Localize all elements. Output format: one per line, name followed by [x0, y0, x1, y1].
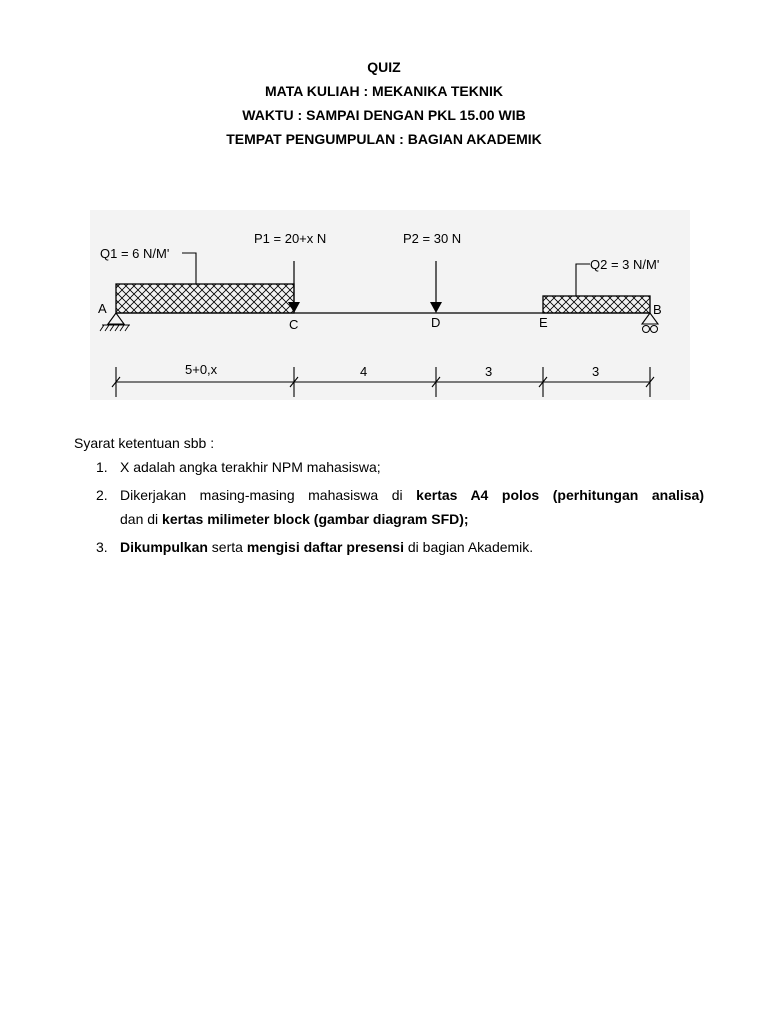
requirement-bold-text: kertas A4 polos (perhitungan analisa) — [416, 487, 704, 503]
requirement-number: 2. — [96, 487, 108, 503]
dimension-ac: 5+0,x — [185, 362, 218, 377]
requirements-section — [74, 433, 704, 565]
requirement-text: X adalah angka terakhir NPM mahasiswa; — [120, 459, 381, 475]
point-c-label: C — [289, 317, 299, 332]
dimension-cd: 4 — [360, 364, 368, 379]
requirement-bold-text: kertas milimeter block (gambar diagram SFD); — [162, 511, 469, 527]
point-a-label: A — [98, 301, 107, 316]
requirements-intro: Syarat ketentuan sbb : — [74, 435, 215, 451]
time-line: WAKTU : SAMPAI DENGAN PKL 15.00 WIB — [242, 107, 526, 123]
beam-diagram — [90, 210, 690, 400]
course-line: MATA KULIAH : MEKANIKA TEKNIK — [265, 83, 503, 99]
point-d-label: D — [431, 315, 441, 330]
p2-label: P2 = 30 N — [403, 231, 462, 246]
requirement-number: 1. — [96, 459, 108, 475]
distributed-load-q1 — [116, 284, 294, 313]
requirement-number: 3. — [96, 539, 108, 555]
quiz-title: QUIZ — [367, 59, 401, 75]
q2-label: Q2 = 3 N/M' — [590, 257, 660, 272]
requirements-list — [74, 457, 704, 561]
q1-label: Q1 = 6 N/M' — [100, 246, 170, 261]
requirement-item-1 — [74, 457, 704, 481]
point-b-label: B — [653, 302, 662, 317]
requirement-text: serta — [207, 539, 247, 555]
p1-label: P1 = 20+x N — [254, 231, 327, 246]
requirement-bold-text: Dikumpulkan — [120, 539, 208, 555]
submission-place-line: TEMPAT PENGUMPULAN : BAGIAN AKADEMIK — [226, 131, 542, 147]
requirement-text-line — [120, 537, 704, 561]
dimension-de: 3 — [485, 364, 493, 379]
quiz-header — [0, 57, 768, 153]
requirement-text: Dikerjakan masing-masing mahasiswa di — [120, 487, 417, 503]
beam-diagram-svg — [90, 210, 690, 400]
requirement-bold-text: mengisi daftar presensi — [246, 539, 404, 555]
requirement-text: dan di — [120, 511, 163, 527]
requirement-text-line-1 — [120, 485, 704, 509]
requirement-text: di bagian Akademik. — [403, 539, 534, 555]
dimension-eb: 3 — [592, 364, 600, 379]
distributed-load-q2 — [543, 296, 650, 313]
requirement-item-3 — [74, 537, 704, 561]
requirement-item-2 — [74, 485, 704, 533]
point-e-label: E — [539, 315, 548, 330]
requirement-text-line-2 — [120, 509, 704, 533]
